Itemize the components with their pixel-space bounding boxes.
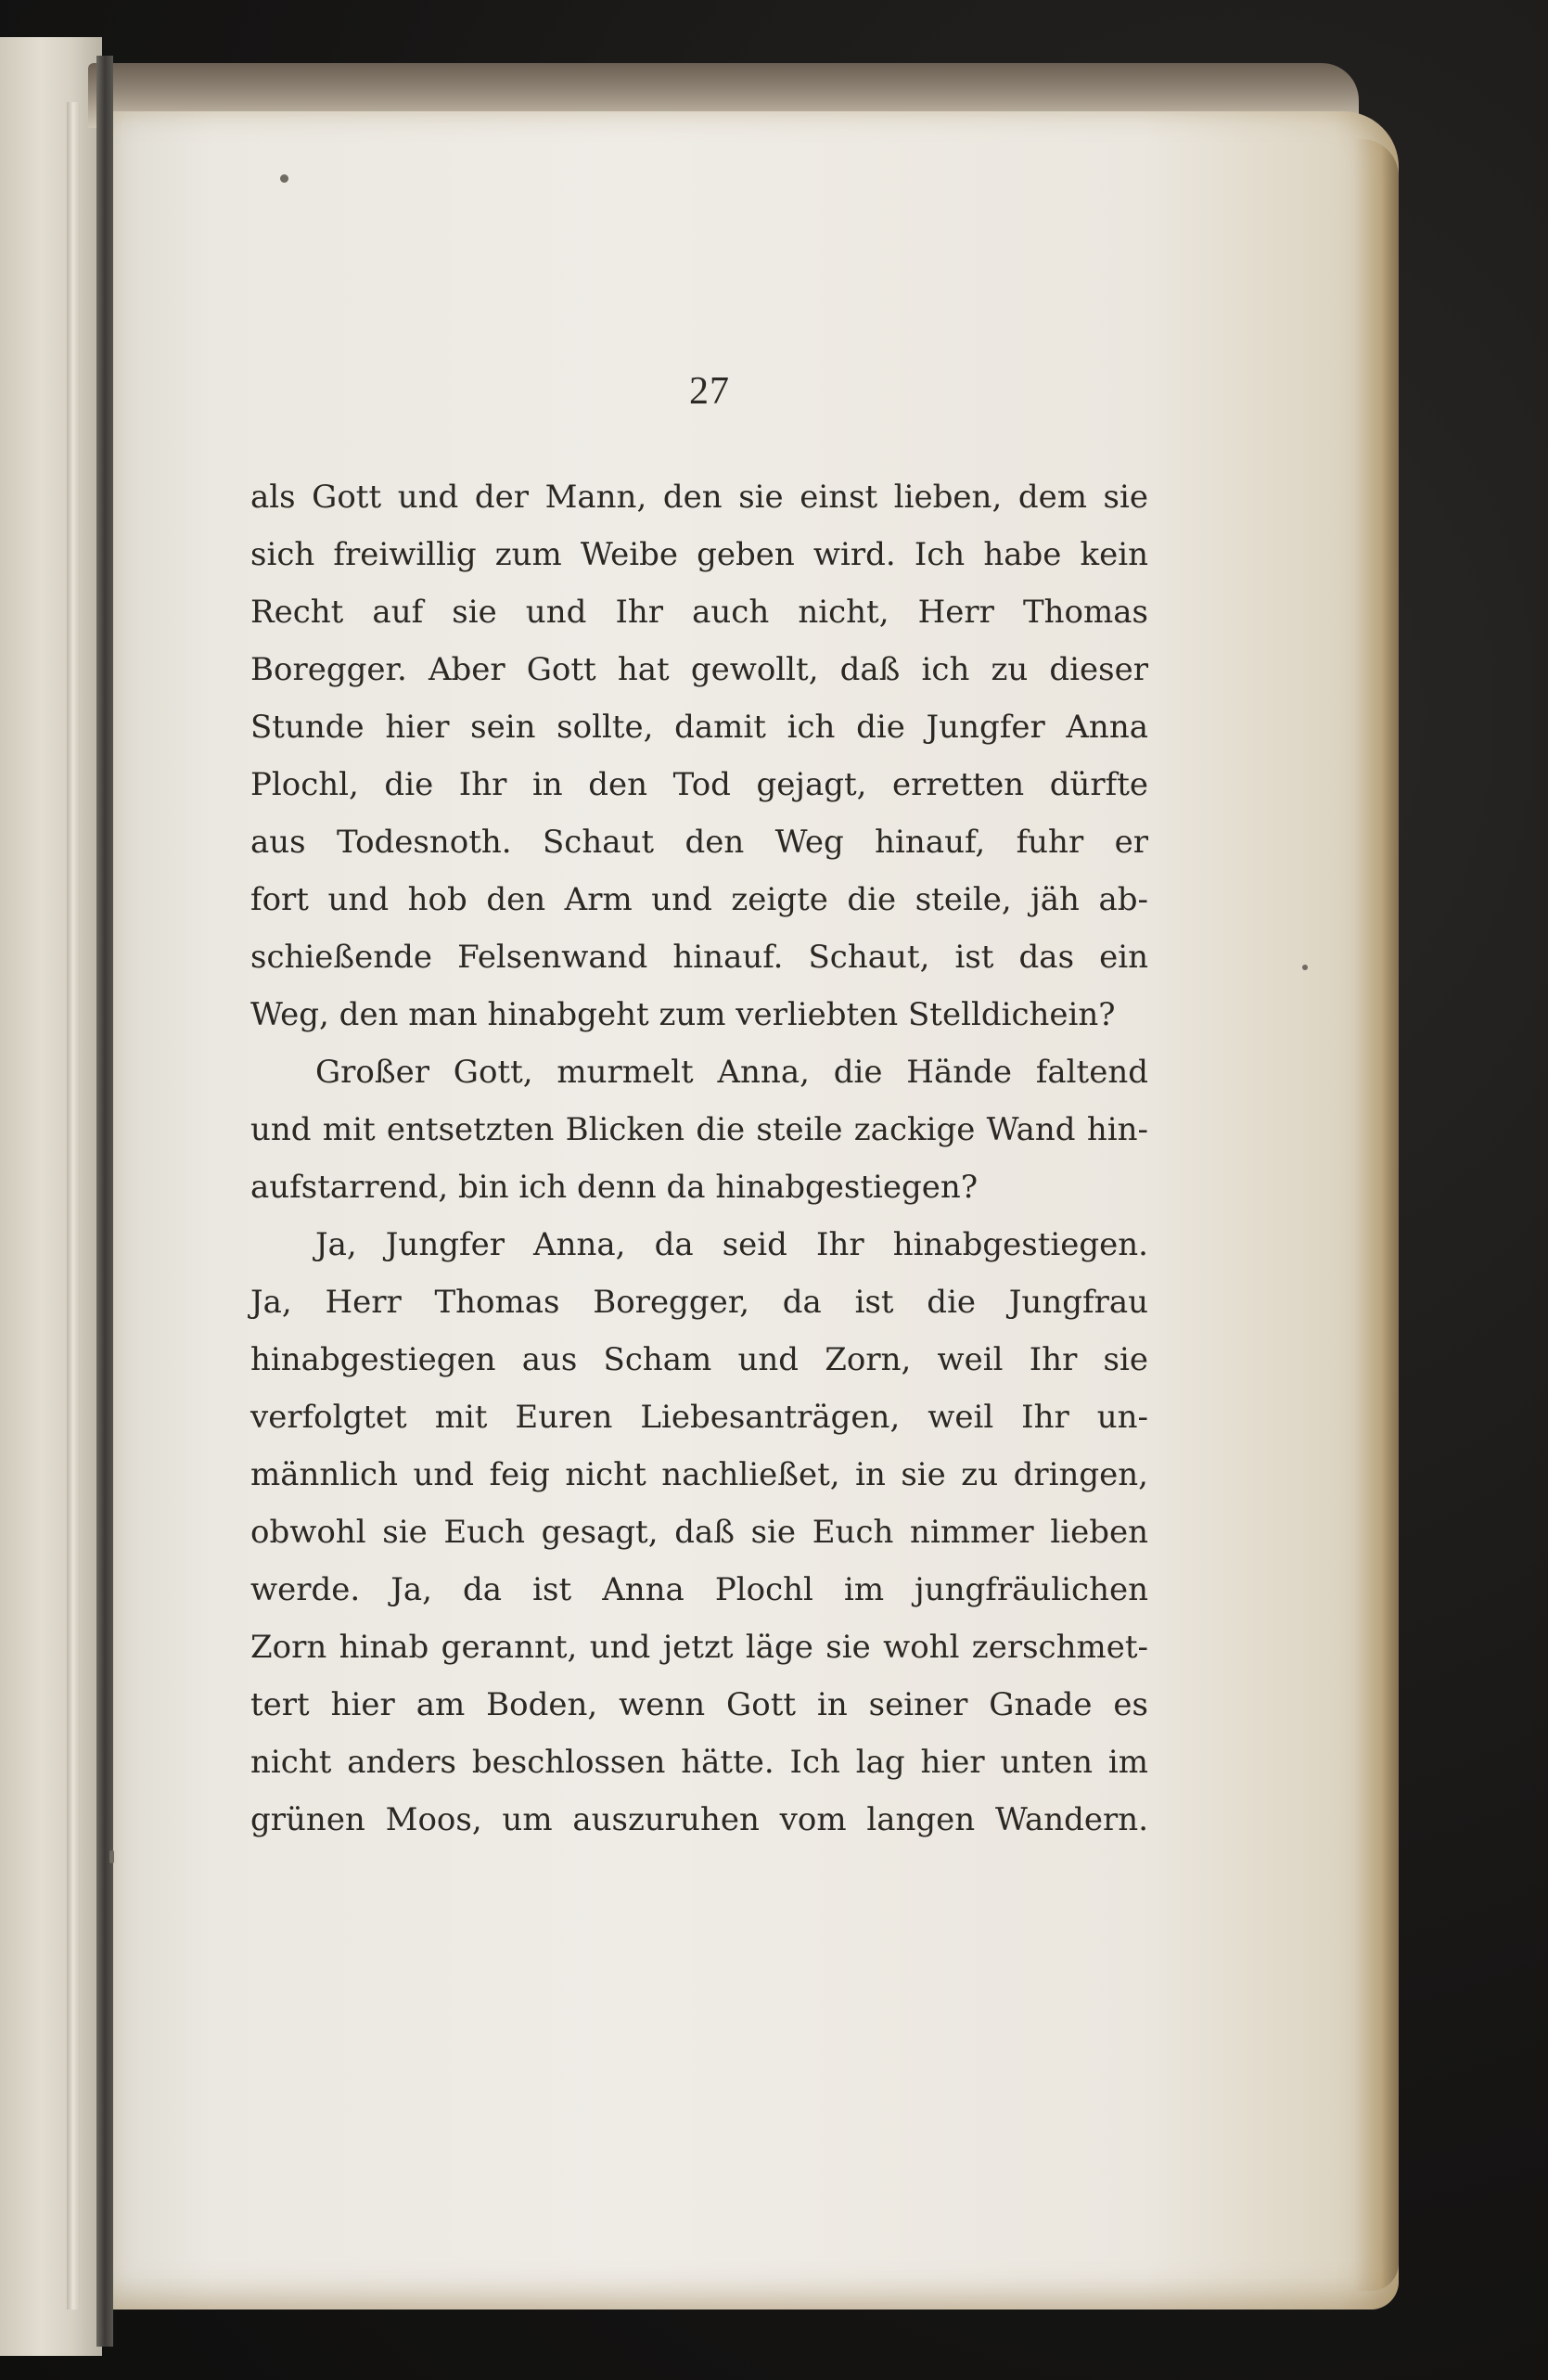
- text-line: fort und hob den Arm und zeigte die steile, jäh ab-: [250, 881, 1148, 918]
- text-line: Ja, Jungfer Anna, da seid Ihr hinabgestiegen.: [315, 1226, 1148, 1263]
- text-line: Weg, den man hinabgeht zum verliebten Stelldichein?: [250, 996, 1116, 1033]
- paper-speck: [109, 1850, 114, 1863]
- page-number: 27: [689, 370, 730, 413]
- text-line: obwohl sie Euch gesagt, daß sie Euch nimmer lieben: [250, 1514, 1148, 1551]
- body-text: [250, 468, 1148, 1849]
- facing-page-fold: [67, 102, 80, 2310]
- facing-page-edge: [0, 37, 102, 2356]
- text-line: Ja, Herr Thomas Boregger, da ist die Jungfrau: [250, 1284, 1148, 1321]
- text-line: und mit entsetzten Blicken die steile zackige Wand hin-: [250, 1111, 1148, 1148]
- text-line: hinabgestiegen aus Scham und Zorn, weil Ihr sie: [250, 1341, 1148, 1378]
- book-gutter: [96, 56, 113, 2347]
- text-line: schießende Felsenwand hinauf. Schaut, ist das ein: [250, 939, 1148, 976]
- text-line: männlich und feig nicht nachließet, in sie zu dringen,: [250, 1456, 1148, 1493]
- text-line: Boregger. Aber Gott hat gewollt, daß ich zu dieser: [250, 651, 1148, 688]
- text-line: Recht auf sie und Ihr auch nicht, Herr Thomas: [250, 594, 1148, 631]
- text-line: aufstarrend, bin ich denn da hinabgestiegen?: [250, 1169, 979, 1206]
- text-line: Plochl, die Ihr in den Tod gejagt, erretten dürfte: [250, 766, 1148, 803]
- text-line: Großer Gott, murmelt Anna, die Hände faltend: [315, 1054, 1148, 1091]
- text-line: grünen Moos, um auszuruhen vom langen Wandern.: [250, 1801, 1148, 1838]
- text-line: nicht anders beschlossen hätte. Ich lag hier unten im: [250, 1744, 1148, 1781]
- page-right-edge-stain: [1354, 139, 1399, 2291]
- text-line: aus Todesnoth. Schaut den Weg hinauf, fuhr er: [250, 824, 1148, 861]
- text-line: als Gott und der Mann, den sie einst lieben, dem sie: [250, 479, 1148, 516]
- paper-speck: [1302, 965, 1308, 970]
- text-line: sich freiwillig zum Weibe geben wird. Ich habe kein: [250, 536, 1148, 573]
- text-line: Stunde hier sein sollte, damit ich die Jungfer Anna: [250, 709, 1148, 746]
- paper-speck: [280, 174, 288, 183]
- text-line: Zorn hinab gerannt, und jetzt läge sie wohl zerschmet-: [250, 1629, 1148, 1666]
- text-line: verfolgtet mit Euren Liebesanträgen, weil Ihr un-: [250, 1399, 1148, 1436]
- text-line: werde. Ja, da ist Anna Plochl im jungfräulichen: [250, 1571, 1148, 1608]
- text-line: tert hier am Boden, wenn Gott in seiner Gnade es: [250, 1686, 1148, 1723]
